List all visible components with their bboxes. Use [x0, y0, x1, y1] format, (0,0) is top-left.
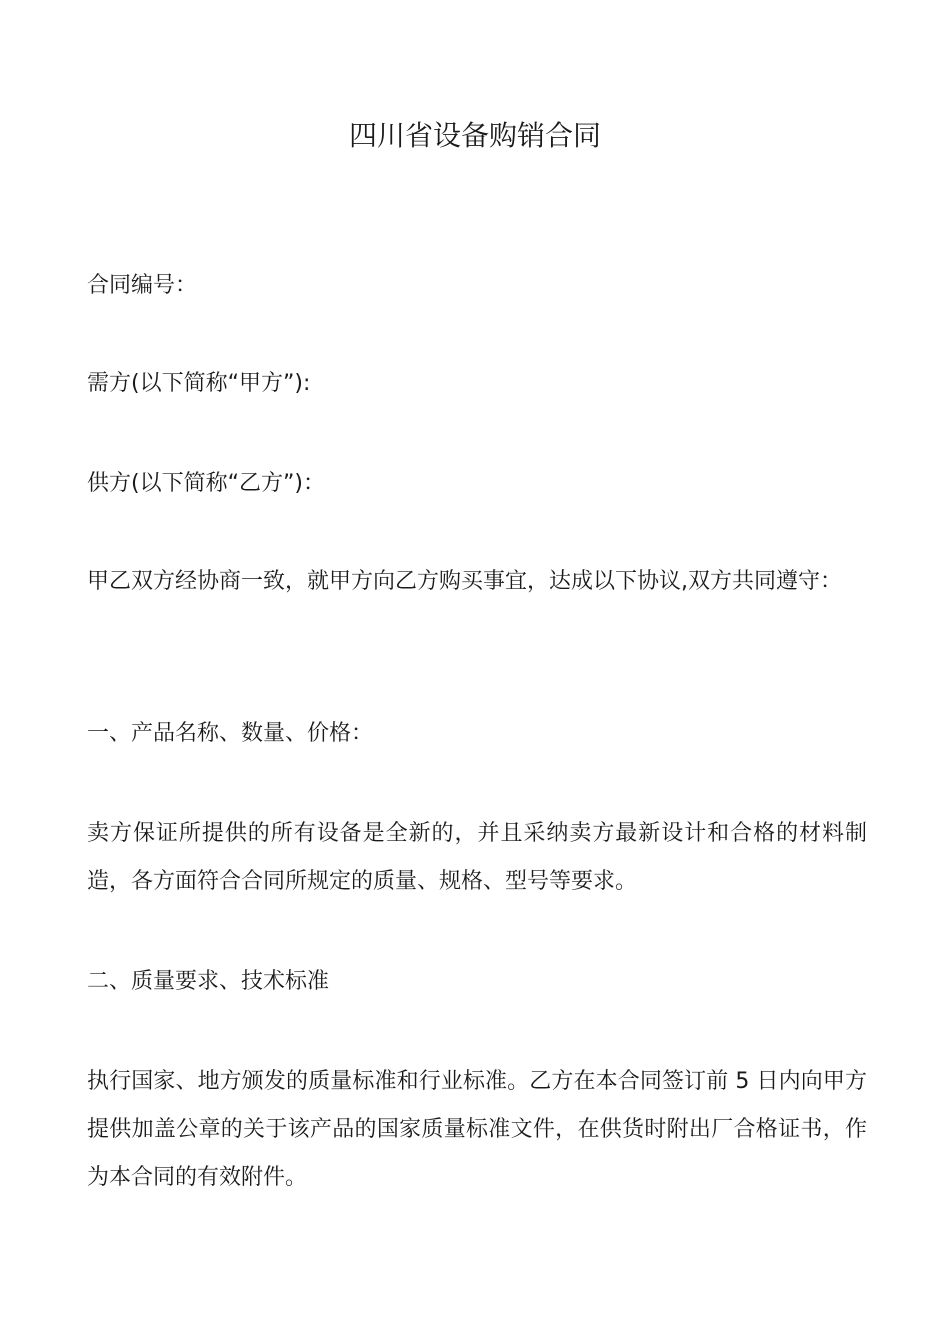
section1-body: 卖方保证所提供的所有设备是全新的，并且采纳卖方最新设计和合格的材料制造，各方面符合合同所规定的质量、规格、型号等要求。	[87, 821, 867, 894]
intro-paragraph: 甲乙双方经协商一致，就甲方向乙方购买事宜，达成以下协议,双方共同遵守：	[87, 569, 842, 594]
seller-party-label: 供方(以下简称“乙方”)：	[87, 471, 325, 496]
contract-number-label: 合同编号：	[87, 273, 198, 298]
section2-heading: 二、质量要求、技术标准	[87, 969, 330, 994]
section2-body: 执行国家、地方颁发的质量标准和行业标准。乙方在本合同签订前 5 日内向甲方提供加盖公章的关于该产品的国家质量标准文件，在供货时附出厂合格证书，作为本合同的有效附件。	[87, 1069, 867, 1190]
document-title: 四川省设备购销合同	[348, 119, 601, 152]
buyer-party-label: 需方(以下简称“甲方”):	[87, 371, 311, 396]
section1-heading: 一、产品名称、数量、价格：	[87, 721, 374, 746]
